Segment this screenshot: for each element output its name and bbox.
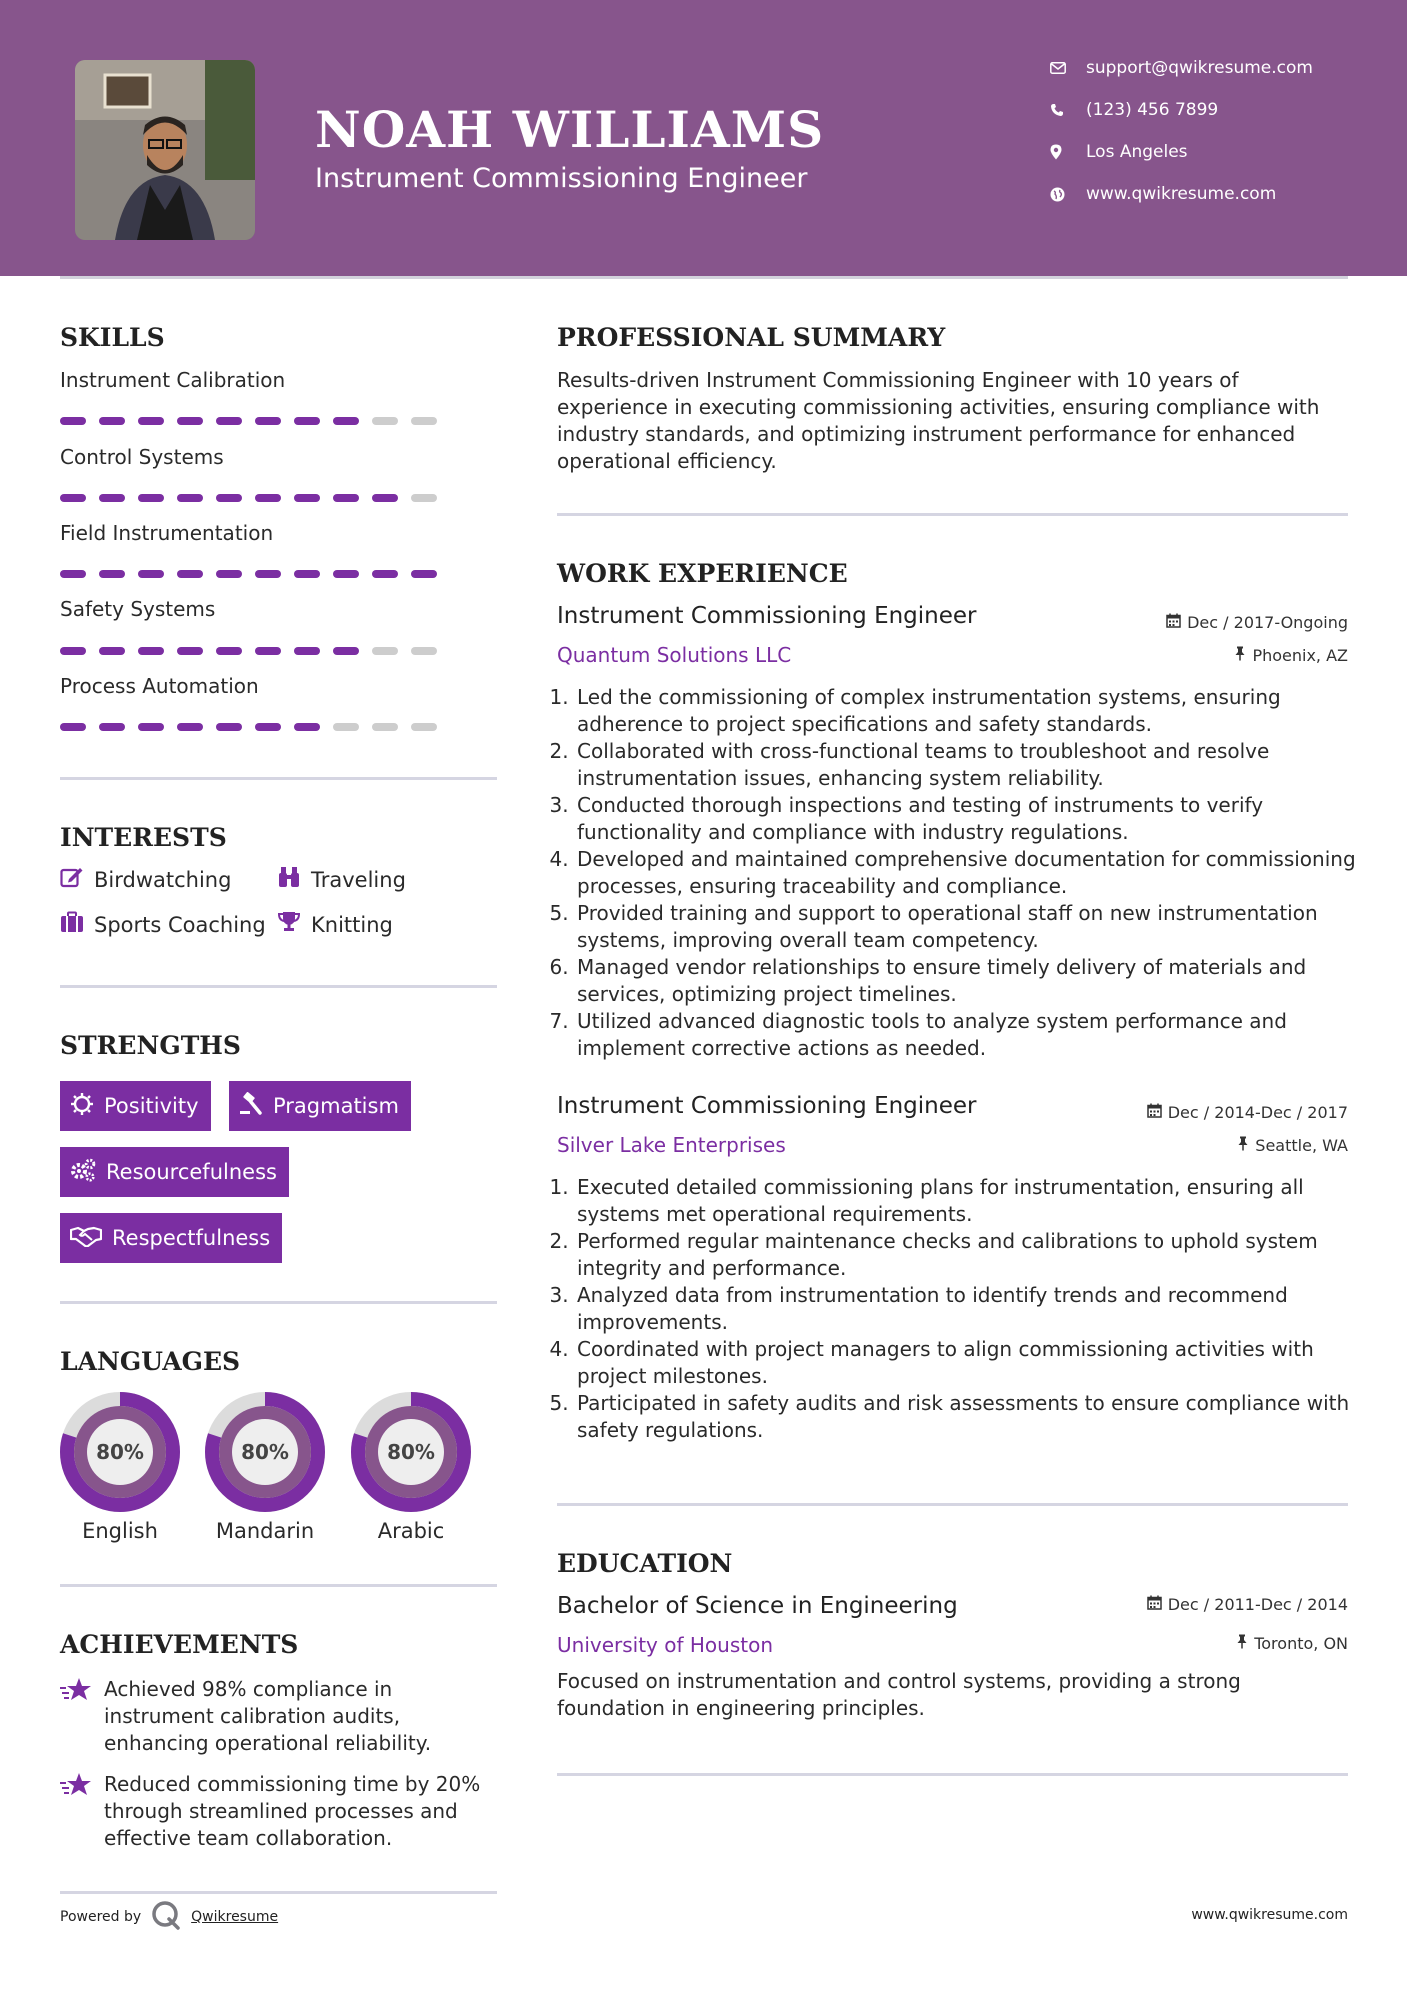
job-location (1234, 646, 1348, 665)
list-item: 6. Managed vendor relationships to ensure timely delivery of materials and services, optimizing project timelines. (575, 954, 1365, 1008)
interest-item (60, 911, 266, 938)
gears-icon (70, 1158, 96, 1187)
skill-dot-filled (333, 417, 359, 425)
list-item: 5. Participated in safety audits and risk assessments to ensure compliance with safety regulations. (575, 1390, 1365, 1444)
contact-website[interactable] (1050, 184, 1276, 204)
skill-dot-empty (372, 647, 398, 655)
phone-icon (1050, 103, 1086, 117)
skill-dot-filled (177, 723, 203, 731)
achievement-text: Achieved 98% compliance in instrument calibration audits, enhancing operational reliability. (104, 1677, 432, 1755)
job-duties-list (557, 684, 1365, 1062)
interests-heading: INTERESTS (60, 823, 227, 852)
education-dates-text: Dec / 2011-Dec / 2014 (1167, 1595, 1348, 1614)
education-location (1236, 1634, 1348, 1653)
briefcase-icon (60, 911, 84, 938)
header-divider (60, 276, 1348, 279)
binoculars-icon (277, 866, 301, 893)
footer-website[interactable]: www.qwikresume.com (1191, 1907, 1348, 1923)
contact-phone[interactable] (1050, 100, 1218, 120)
languages-heading: LANGUAGES (60, 1347, 241, 1376)
job-title: Instrument Commissioning Engineer (557, 603, 977, 629)
skill-dot-filled (333, 494, 359, 502)
skill-dot-filled (372, 570, 398, 578)
skill-label: Safety Systems (60, 597, 216, 621)
skill-dot-filled (294, 494, 320, 502)
job-title: Instrument Commissioning Engineer (557, 1093, 977, 1119)
education-heading: EDUCATION (557, 1549, 733, 1578)
list-item: 4. Developed and maintained comprehensive documentation for commissioning processes, ensuring traceability and compliance. (575, 846, 1365, 900)
candidate-title: Instrument Commissioning Engineer (315, 163, 808, 194)
skill-dot-filled (138, 647, 164, 655)
skill-rating (60, 570, 437, 578)
skill-dot-filled (216, 494, 242, 502)
language-percent: 80% (96, 1440, 144, 1464)
sun-icon (70, 1092, 94, 1121)
interest-label: Sports Coaching (94, 912, 266, 937)
job-location-text: Seattle, WA (1255, 1136, 1348, 1155)
strengths-heading: STRENGTHS (60, 1031, 241, 1060)
skill-dot-filled (255, 647, 281, 655)
list-item: 5. Provided training and support to operational staff on new instrumentation systems, improving overall team competency. (575, 900, 1365, 954)
skill-dot-filled (99, 417, 125, 425)
skill-rating (60, 647, 437, 655)
skill-dot-filled (99, 647, 125, 655)
education-location-text: Toronto, ON (1254, 1634, 1348, 1653)
work-heading: WORK EXPERIENCE (557, 559, 848, 588)
skill-dot-filled (255, 723, 281, 731)
skill-dot-empty (411, 494, 437, 502)
interest-label: Birdwatching (94, 867, 232, 892)
job-dates (1166, 613, 1348, 632)
job-location-text: Phoenix, AZ (1252, 646, 1348, 665)
strength-label: Pragmatism (273, 1094, 399, 1118)
language-name: Mandarin (215, 1519, 315, 1543)
skill-dot-filled (333, 647, 359, 655)
calendar-icon (1147, 1595, 1162, 1614)
skill-dot-filled (99, 570, 125, 578)
list-item: 3. Conducted thorough inspections and testing of instruments to verify functionality and compliance with industry regulations. (575, 792, 1365, 846)
skill-dot-filled (177, 647, 203, 655)
school-name: University of Houston (557, 1633, 774, 1657)
star-icon (60, 1676, 92, 1757)
skill-dot-filled (138, 494, 164, 502)
company-name: Quantum Solutions LLC (557, 643, 792, 667)
skill-dot-filled (255, 494, 281, 502)
skills-heading: SKILLS (60, 323, 165, 352)
list-item: 1. Led the commissioning of complex instrumentation systems, ensuring adherence to project specifications and safety standards. (575, 684, 1365, 738)
section-divider (557, 1503, 1348, 1506)
skill-dot-filled (372, 494, 398, 502)
degree-title: Bachelor of Science in Engineering (557, 1593, 958, 1619)
header-banner (0, 0, 1407, 276)
language-item (204, 1391, 326, 1543)
list-item: 2. Collaborated with cross-functional teams to troubleshoot and resolve instrumentation issues, enhancing system reliability. (575, 738, 1365, 792)
skill-dot-filled (177, 570, 203, 578)
strength-badge (60, 1081, 211, 1131)
company-name: Silver Lake Enterprises (557, 1133, 786, 1157)
section-divider (557, 513, 1348, 516)
skill-dot-filled (216, 570, 242, 578)
skill-dot-filled (294, 647, 320, 655)
interest-item (277, 866, 406, 893)
skill-dot-filled (255, 417, 281, 425)
contact-location-text: Los Angeles (1086, 142, 1188, 162)
handshake-icon (70, 1225, 102, 1252)
skill-dot-empty (411, 647, 437, 655)
edit-icon (60, 866, 84, 893)
skill-dot-filled (255, 570, 281, 578)
globe-icon (1050, 187, 1086, 202)
interest-label: Traveling (311, 867, 406, 892)
list-item: 2. Performed regular maintenance checks and calibrations to uphold system integrity and performance. (575, 1228, 1365, 1282)
skill-dot-filled (216, 417, 242, 425)
candidate-name: NOAH WILLIAMS (315, 100, 825, 159)
skill-dot-filled (138, 723, 164, 731)
education-dates (1147, 1595, 1348, 1614)
qwikresume-logo-icon (151, 1900, 181, 1934)
job-duties-list (557, 1174, 1365, 1444)
section-divider (60, 1584, 497, 1587)
language-item (350, 1391, 472, 1543)
language-name: English (82, 1519, 158, 1543)
section-divider (60, 985, 497, 988)
skill-rating (60, 723, 437, 731)
skill-label: Control Systems (60, 445, 224, 469)
calendar-icon (1166, 613, 1181, 632)
strength-badge (229, 1081, 411, 1131)
profile-photo (75, 60, 255, 240)
skill-dot-filled (177, 494, 203, 502)
powered-by-label: Powered by (60, 1909, 142, 1925)
skill-dot-filled (60, 647, 86, 655)
achievement-text: Reduced commissioning time by 20% through streamlined processes and effective team collaboration. (104, 1772, 481, 1850)
envelope-icon (1050, 62, 1086, 74)
skill-dot-filled (294, 570, 320, 578)
skill-dot-filled (99, 723, 125, 731)
skill-dot-filled (138, 570, 164, 578)
job-dates-text: Dec / 2017-Ongoing (1187, 613, 1348, 632)
pushpin-icon (1236, 1634, 1248, 1653)
interest-item (60, 866, 231, 893)
contact-phone-text: (123) 456 7899 (1086, 100, 1219, 120)
skill-dot-empty (411, 723, 437, 731)
skill-dot-filled (216, 723, 242, 731)
job-dates-text: Dec / 2014-Dec / 2017 (1167, 1103, 1348, 1122)
skill-dot-filled (138, 417, 164, 425)
pushpin-icon (1234, 646, 1246, 665)
section-divider (60, 777, 497, 780)
summary-text: Results-driven Instrument Commissioning Engineer with 10 years of experience in executing commissioning activities, ensuring compliance with industry standards, and optimizing instrument performance for enhanced operational efficiency. (557, 368, 1320, 473)
pushpin-icon (1237, 1136, 1249, 1155)
trophy-icon (277, 911, 301, 938)
interest-label: Knitting (311, 912, 393, 937)
strength-label: Positivity (104, 1094, 199, 1118)
language-item (59, 1391, 181, 1543)
job-dates (1147, 1103, 1348, 1122)
list-item: 1. Executed detailed commissioning plans for instrumentation, ensuring all systems met operational requirements. (575, 1174, 1365, 1228)
skill-dot-empty (372, 417, 398, 425)
language-name: Arabic (377, 1519, 445, 1543)
skill-dot-filled (177, 417, 203, 425)
contact-website-text: www.qwikresume.com (1086, 184, 1277, 204)
skill-dot-filled (99, 494, 125, 502)
star-icon (60, 1771, 92, 1852)
achievement-item (60, 1676, 500, 1757)
contact-email-text: support@qwikresume.com (1086, 58, 1313, 78)
education-description: Focused on instrumentation and control systems, providing a strong foundation in engineering principles. (557, 1669, 1241, 1720)
list-item: 7. Utilized advanced diagnostic tools to analyze system performance and implement corrective actions as needed. (575, 1008, 1365, 1062)
list-item: 4. Coordinated with project managers to align commissioning activities with project milestones. (575, 1336, 1365, 1390)
interest-item (277, 911, 393, 938)
skill-dot-filled (60, 570, 86, 578)
skill-dot-filled (60, 723, 86, 731)
language-percent: 80% (241, 1440, 289, 1464)
strength-badge (60, 1213, 282, 1263)
contact-email[interactable] (1050, 58, 1313, 78)
skill-dot-filled (216, 647, 242, 655)
gavel-icon (239, 1092, 263, 1121)
section-divider (557, 1773, 1348, 1776)
achievement-item (60, 1771, 500, 1852)
section-divider (60, 1301, 497, 1304)
skill-dot-filled (333, 570, 359, 578)
skill-label: Instrument Calibration (60, 368, 286, 392)
section-divider (60, 1891, 497, 1894)
skill-label: Field Instrumentation (60, 521, 274, 545)
skill-dot-filled (294, 417, 320, 425)
skill-dot-filled (60, 417, 86, 425)
skill-dot-empty (372, 723, 398, 731)
strength-badge (60, 1147, 289, 1197)
strength-label: Respectfulness (112, 1226, 271, 1250)
skill-rating (60, 417, 437, 425)
skill-dot-filled (411, 570, 437, 578)
skill-dot-filled (60, 494, 86, 502)
list-item: 3. Analyzed data from instrumentation to identify trends and recommend improvements. (575, 1282, 1365, 1336)
job-location (1237, 1136, 1348, 1155)
contact-location (1050, 142, 1188, 162)
achievements-heading: ACHIEVEMENTS (60, 1630, 299, 1659)
skill-label: Process Automation (60, 674, 259, 698)
skill-rating (60, 494, 437, 502)
skill-dot-empty (333, 723, 359, 731)
footer-powered-by (60, 1900, 278, 1934)
map-pin-icon (1050, 144, 1086, 160)
calendar-icon (1147, 1103, 1162, 1122)
strength-label: Resourcefulness (106, 1160, 277, 1184)
summary-heading: PROFESSIONAL SUMMARY (557, 323, 946, 352)
skill-dot-empty (411, 417, 437, 425)
skill-dot-filled (294, 723, 320, 731)
brand-link[interactable]: Qwikresume (191, 1909, 279, 1925)
language-percent: 80% (387, 1440, 435, 1464)
